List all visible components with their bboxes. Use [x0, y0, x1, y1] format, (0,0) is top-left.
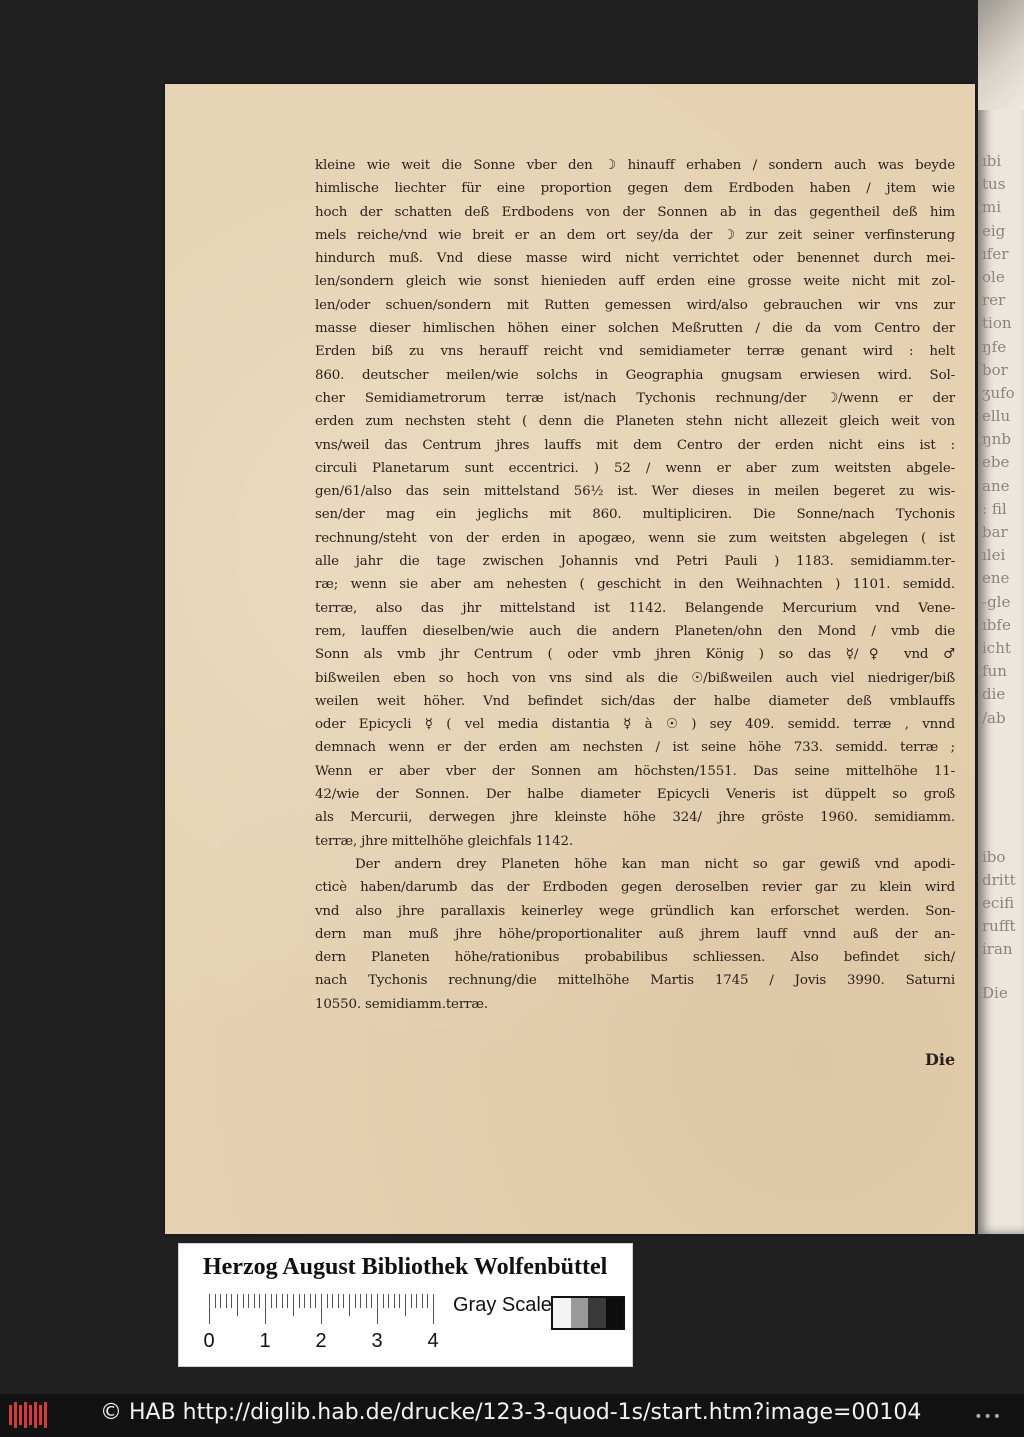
text-line: himlische liechter für eine proportion gegen dem Erdboden haben / jtem wie: [315, 181, 955, 197]
facing-page-edge: [978, 0, 1024, 1234]
text-line: sen/der mag ein jeglichs mit 860. multipliciren. Die Sonne/nach Tychonis: [315, 507, 955, 523]
gray-scale-label: Gray Scale: [453, 1294, 552, 1316]
footer-bar: [0, 1394, 1024, 1437]
ruler-tick: [377, 1294, 378, 1324]
text-line: bißweilen eben so hoch von vns sind als die ☉/bißweilen auch viel niedriger/biß: [315, 670, 955, 686]
ruler-tick: [243, 1294, 244, 1308]
ruler-tick: [360, 1294, 361, 1308]
ruler-tick: [265, 1294, 266, 1324]
ruler-tick: [248, 1294, 249, 1308]
ruler-tick: [338, 1294, 339, 1308]
facing-text-fragment: ŋnb: [982, 430, 1011, 449]
ruler-tick: [315, 1294, 316, 1308]
facing-page-text: [982, 150, 1024, 1005]
ruler-tick: [304, 1294, 305, 1308]
text-line: kleine wie weit die Sonne vber den ☽ hinauff erhaben / sondern auch was beyde: [315, 158, 955, 173]
text-line: vnd also jhre parallaxis keinerley wege gründlich kan erforschet werden. Son-: [315, 903, 955, 919]
ruler-tick: [422, 1294, 423, 1308]
text-line: nach Tychonis rechnung/die mittelhöhe Martis 1745 / Jovis 3990. Saturni: [315, 973, 955, 989]
ruler-tick: [383, 1294, 384, 1308]
ruler-tick: [293, 1294, 294, 1316]
ruler-tick: [405, 1294, 406, 1316]
facing-text-fragment: ʒufo: [982, 383, 1015, 402]
ruler-number: 0: [203, 1330, 215, 1352]
facing-text-fragment: bor: [982, 360, 1008, 379]
ruler-tick: [388, 1294, 389, 1308]
text-line: Sonn als vmb jhr Centrum ( oder vmb jhren König ) so das ☿/♀ vnd ♂: [315, 647, 955, 663]
text-line: gen/61/also das sein mittelstand 56½ ist. Wer dieses in meilen begeret zu wis-: [315, 484, 955, 500]
facing-text-fragment: ıfer: [982, 244, 1009, 263]
ruler-number: 1: [259, 1330, 271, 1352]
ruler-tick: [310, 1294, 311, 1308]
text-line: cher Semidiametrorum terræ ist/nach Tychonis rechnung/der ☽/wenn er der: [315, 390, 955, 406]
hab-logo-icon: [8, 1402, 48, 1428]
ruler-tick: [287, 1294, 288, 1308]
facing-text-fragment: mi: [982, 198, 1002, 217]
facing-text-fragment: rer: [982, 291, 1006, 310]
text-line: len/oder schuen/sondern mit Rutten gemessen wird/also gebrauchen wir vns zur: [315, 297, 955, 313]
gray-scale-swatches: [551, 1296, 625, 1330]
text-line: len/sondern gleich wie sonst hienieden auff erden eine grosse weite nicht mit zol-: [315, 274, 955, 290]
ruler-tick: [259, 1294, 260, 1308]
facing-text-fragment: ane: [982, 476, 1010, 495]
text-line: dern Planeten höhe/rationibus probabilibus schliessen. Also befindet sich/: [315, 950, 955, 966]
text-line: 42/wie der Sonnen. Der halbe diameter Epicycli Veneris ist düppelt so groß: [315, 787, 955, 803]
text-line: hoch der schatten deß Erdbodens von der Sonnen ab in das gegentheil deß him: [315, 204, 955, 220]
library-name: Herzog August Bibliothek Wolfenbüttel: [203, 1254, 608, 1280]
facing-text-fragment: eig: [982, 221, 1006, 240]
ruler-tick: [237, 1294, 238, 1316]
text-line: 10550. semidiamm.terræ.: [315, 996, 488, 1012]
ruler-tick: [276, 1294, 277, 1308]
text-line: 860. deutscher meilen/wie solchs in Geographia gnugsam erwiesen wird. Sol-: [315, 367, 955, 383]
text-line: als Mercurii, derwegen jhre kleinste höhe 324/ jhre gröste 1960. semidiamm.: [315, 810, 955, 826]
ruler-tick: [215, 1294, 216, 1308]
facing-text-fragment: iran: [982, 940, 1013, 959]
book-page: [165, 84, 975, 1234]
text-line: terræ, also das jhr mittelstand ist 1142. Belangende Mercurium vnd Vene-: [315, 600, 955, 616]
ruler-tick: [355, 1294, 356, 1308]
text-line: Wenn er aber vber der Sonnen am höchsten/1551. Das seine mittelhöhe 11-: [315, 763, 955, 779]
ruler-tick: [271, 1294, 272, 1308]
catchword: Die: [925, 1050, 956, 1069]
gray-swatch: [571, 1298, 589, 1328]
ruler-tick: [366, 1294, 367, 1308]
scale-ruler: [203, 1294, 441, 1352]
ruler-tick: [209, 1294, 210, 1324]
facing-text-fragment: ebe: [982, 453, 1010, 472]
ruler-tick: [399, 1294, 400, 1308]
text-line: terræ, jhre mittelhöhe gleichfals 1142.: [315, 833, 574, 849]
ruler-tick: [394, 1294, 395, 1308]
gray-swatch: [588, 1298, 606, 1328]
facing-text-fragment: ellu: [982, 407, 1011, 426]
ruler-tick: [226, 1294, 227, 1308]
ruler-tick: [282, 1294, 283, 1308]
facing-text-fragment: ıbfe: [982, 615, 1011, 634]
facing-text-fragment: ecifi: [982, 894, 1015, 913]
ruler-tick: [427, 1294, 428, 1308]
text-line: ræ; wenn sie aber am nehesten ( geschicht in den Weihnachten ) 1101. semidd.: [315, 577, 955, 593]
ruler-tick: [332, 1294, 333, 1308]
ruler-tick: [321, 1294, 322, 1324]
text-line: Der andern drey Planeten höhe kan man nicht so gar gewiß vnd apodi-: [355, 856, 955, 872]
text-line: rechnung/steht von der erden in apogæo, wenn sie zum weitsten abgelegen ( ist: [315, 530, 955, 546]
text-line: Erden biß zu vns herauff reicht vnd semidiameter terræ genant wird : helt: [315, 344, 955, 360]
facing-text-fragment: ılei: [982, 546, 1006, 565]
gray-swatch: [553, 1298, 571, 1328]
text-line: mels reiche/vnd wie breit er an dem ort sey/da der ☽ zur zeit seiner verfinsterung: [315, 227, 955, 243]
ruler-tick: [231, 1294, 232, 1308]
facing-gap: [982, 730, 1024, 846]
facing-text-fragment: ŋfe: [982, 337, 1007, 356]
facing-text-fragment: dritt: [982, 870, 1016, 889]
ruler-number: 3: [371, 1330, 383, 1352]
facing-text-fragment: rufft: [982, 917, 1016, 936]
ruler-tick: [254, 1294, 255, 1308]
facing-text-fragment: icht: [982, 638, 1011, 657]
text-line: rem, lauffen dieselben/wie auch die andern Planeten/ohn den Mond / vmb die: [315, 623, 955, 639]
ruler-tick: [416, 1294, 417, 1308]
ruler-tick: [433, 1294, 434, 1324]
facing-text-fragment: ıbi: [982, 152, 1002, 170]
ruler-tick: [343, 1294, 344, 1308]
color-calibration-card: [178, 1243, 633, 1367]
ruler-tick: [299, 1294, 300, 1308]
facing-text-fragment: tus: [982, 175, 1006, 194]
text-line: erden zum nechsten steht ( denn die Planeten stehn nicht allezeit gleich weit von: [315, 414, 955, 430]
text-line: hindurch muß. Vnd diese masse wird nicht verrichtet oder benennet durch mei-: [315, 251, 955, 267]
page-text-block: [315, 154, 955, 1016]
facing-text-fragment: ibo: [982, 847, 1006, 866]
text-line: vns/weil das Centrum jhres lauffs mit dem Centro der erden nicht eins ist :: [315, 437, 955, 453]
text-line: demnach wenn er der erden am nechsten / ist seine höhe 733. semidd. terræ ;: [315, 740, 955, 756]
ruler-tick: [220, 1294, 221, 1308]
text-line: weilen weit höher. Vnd befindet sich/das der halbe diameter deß vmblauffs: [315, 693, 955, 709]
facing-text-fragment: -gle: [982, 592, 1011, 611]
ruler-number: 2: [315, 1330, 327, 1352]
menu-dots-icon[interactable]: •••: [974, 1409, 1002, 1425]
text-line: oder Epicycli ☿ ( vel media distantia ☿ à ☉ ) sey 409. semidd. terræ , vnnd: [315, 717, 955, 733]
facing-text-fragment: ole: [982, 267, 1005, 286]
gray-swatch: [606, 1298, 624, 1328]
facing-text-fragment: ene: [982, 569, 1010, 588]
facing-text-fragment: tion: [982, 314, 1012, 333]
facing-text-fragment: die: [982, 685, 1006, 704]
facing-catchword: Die: [982, 983, 1008, 1002]
facing-text-fragment: /ab: [982, 708, 1006, 727]
copyright-url[interactable]: © HAB http://diglib.hab.de/drucke/123-3-quod-1s/start.htm?image=00104: [100, 1400, 922, 1425]
ruler-number: 4: [427, 1330, 439, 1352]
text-line: dern man muß jhre höhe/proportionaliter auß jhrem lauff vnnd auß der an-: [315, 926, 955, 942]
text-line: alle jahr die tage zwischen Johannis vnd Petri Pauli ) 1183. semidiamm.ter-: [315, 554, 955, 570]
ruler-tick: [411, 1294, 412, 1308]
facing-text-fragment: : fil: [982, 499, 1007, 518]
facing-text-fragment: bar: [982, 523, 1008, 541]
text-line: masse dieser himlischen höhen einer solchen Meßrutten / die da vom Centro der: [315, 321, 955, 337]
ruler-tick: [371, 1294, 372, 1308]
folded-corner: [978, 0, 1024, 110]
text-line: cticè haben/darumb das der Erdboden gegen deroselben revier gar zu klein wird: [315, 880, 955, 896]
ruler-tick: [327, 1294, 328, 1308]
facing-text-fragment: fun: [982, 662, 1007, 681]
text-line: circuli Planetarum sunt eccentrici. ) 52 / wenn er aber zum weitsten abgele-: [315, 460, 955, 476]
ruler-tick: [349, 1294, 350, 1316]
